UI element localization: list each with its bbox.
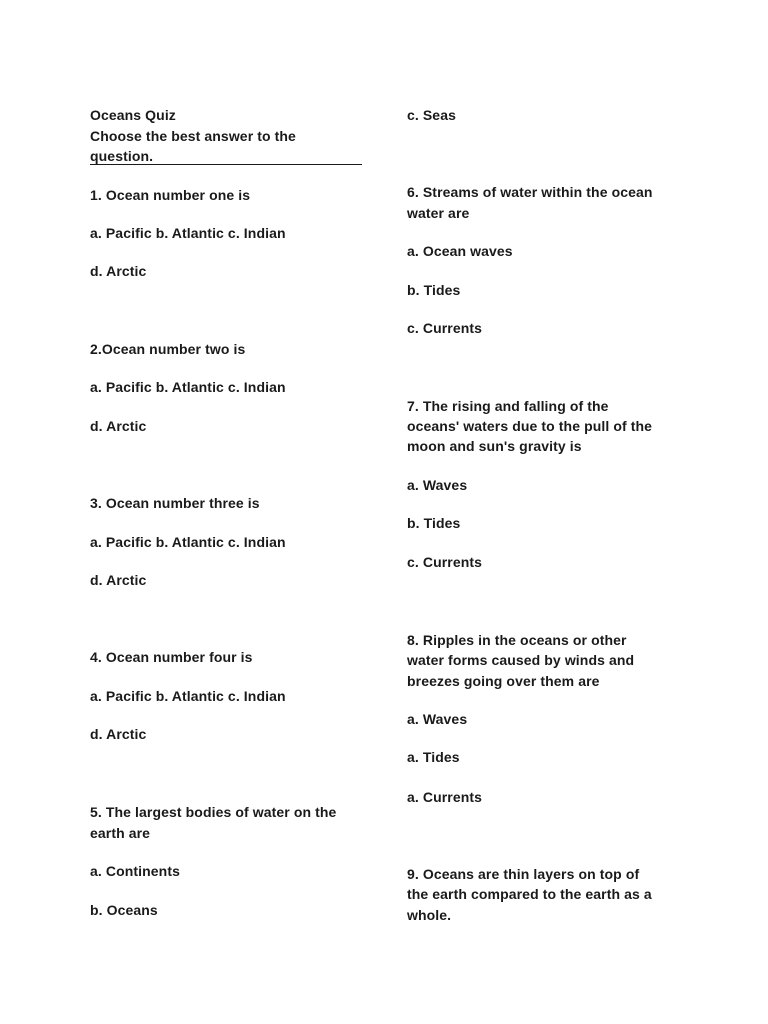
question-6-option-a: a. Ocean waves	[407, 243, 513, 259]
instructions-line-2: question.	[90, 148, 154, 164]
question-4-option-d: d. Arctic	[90, 726, 147, 742]
question-7-text-line-2: oceans' waters due to the pull of the	[407, 418, 653, 434]
question-2-option-d: d. Arctic	[90, 418, 147, 434]
question-5-option-b: b. Oceans	[90, 902, 158, 918]
question-8-option-b: a. Tides	[407, 749, 460, 765]
question-2-options-a-c: a. Pacific b. Atlantic c. Indian	[90, 379, 286, 395]
question-8-text-line-3: breezes going over them are	[407, 673, 600, 689]
question-6-text-line-1: 6. Streams of water within the ocean	[407, 184, 653, 200]
question-8-option-a: a. Waves	[407, 711, 468, 727]
question-1-option-d: d. Arctic	[90, 263, 147, 279]
question-3-text: 3. Ocean number three is	[90, 495, 260, 511]
question-4-options-a-c: a. Pacific b. Atlantic c. Indian	[90, 688, 286, 704]
question-7-option-c: c. Currents	[407, 554, 483, 570]
question-2-text: 2.Ocean number two is	[90, 341, 246, 357]
question-8-text-line-1: 8. Ripples in the oceans or other	[407, 632, 627, 648]
question-7-text-line-1: 7. The rising and falling of the	[407, 398, 609, 414]
question-5-option-a: a. Continents	[90, 863, 180, 879]
question-3-option-d: d. Arctic	[90, 572, 147, 588]
question-9-text-line-2: the earth compared to the earth as a	[407, 886, 652, 902]
question-6-text-line-2: water are	[407, 205, 470, 221]
question-6-option-b: b. Tides	[407, 282, 461, 298]
quiz-title: Oceans Quiz	[90, 107, 176, 123]
question-5-option-c: c. Seas	[407, 107, 456, 123]
instructions-line-1: Choose the best answer to the	[90, 128, 296, 144]
question-7-option-a: a. Waves	[407, 477, 468, 493]
question-5-text-line-2: earth are	[90, 825, 151, 841]
question-6-option-c: c. Currents	[407, 320, 483, 336]
question-8-option-c: a. Currents	[407, 789, 483, 805]
question-1-text: 1. Ocean number one is	[90, 187, 251, 203]
question-3-options-a-c: a. Pacific b. Atlantic c. Indian	[90, 534, 286, 550]
header-underline	[90, 164, 362, 165]
question-8-text-line-2: water forms caused by winds and	[407, 652, 635, 668]
question-7-text-line-3: moon and sun's gravity is	[407, 438, 582, 454]
question-5-text-line-1: 5. The largest bodies of water on the	[90, 804, 337, 820]
question-9-text-line-1: 9. Oceans are thin layers on top of	[407, 866, 640, 882]
question-9-text-line-3: whole.	[407, 907, 452, 923]
question-7-option-b: b. Tides	[407, 515, 461, 531]
question-4-text: 4. Ocean number four is	[90, 649, 253, 665]
question-1-options-a-c: a. Pacific b. Atlantic c. Indian	[90, 225, 286, 241]
